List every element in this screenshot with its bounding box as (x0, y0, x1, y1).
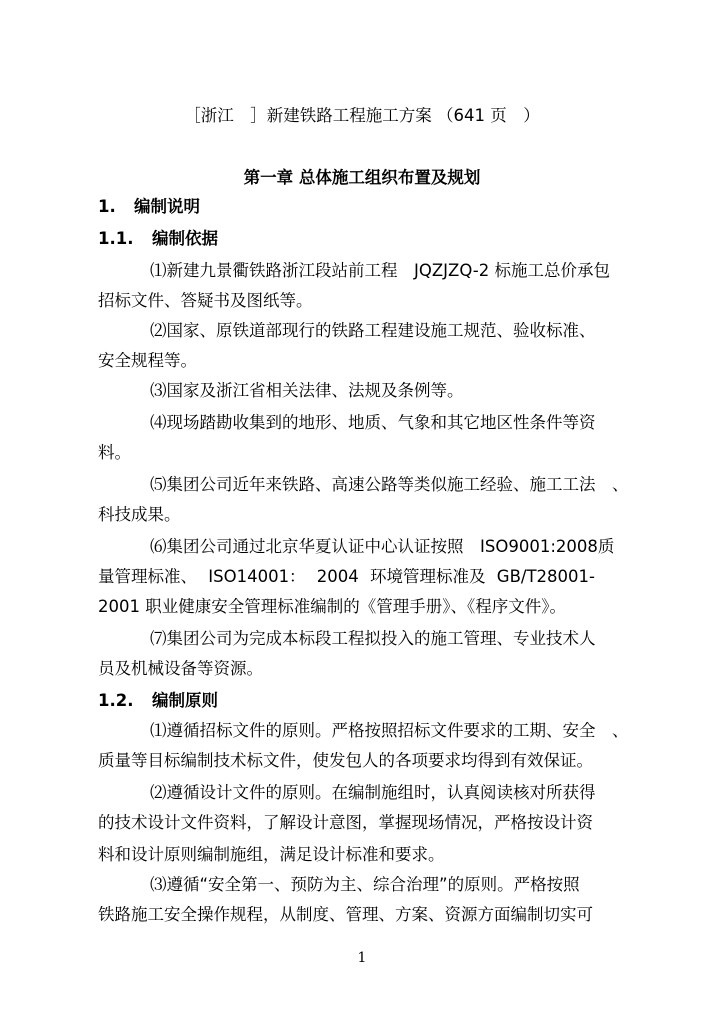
text-line: ⑶遵循“安全第一、预防为主、综合治理”的原则。严格按照 (150, 875, 580, 894)
text-line: 安全规程等。 (98, 351, 197, 370)
text-line: ⑸集团公司近年来铁路、高速公路等类似施工经验、施工工法 、 (150, 475, 629, 494)
text-line: ⑺集团公司为完成本标段工程拟投入的施工管理、专业技术人 (150, 629, 596, 648)
text-line: 员及机械设备等资源。 (98, 659, 263, 678)
text-line: 量管理标准、 ISO14001： 2004 环境管理标准及 GB/T28001- (98, 567, 595, 586)
text-line: 料和设计原则编制施组，满足设计标准和要求。 (98, 845, 445, 864)
section-number: 1.2. (98, 691, 134, 710)
page-number: 1 (357, 950, 367, 966)
text-line: ⑵遵循设计文件的原则。在编制施组时，认真阅读核对所获得 (150, 783, 596, 802)
text-line: ⑶国家及浙江省相关法律、法规及条例等。 (150, 381, 464, 400)
text-line: ⑴遵循招标文件的原则。严格按照招标文件要求的工期、安全 、 (150, 721, 629, 740)
text-line: 2001 职业健康安全管理标准编制的《管理手册》、《程序文件》。 (98, 597, 566, 616)
section-heading-1 (98, 196, 200, 218)
section-title: 编制说明 (134, 197, 200, 216)
document-title: ［浙江 ］新建铁路工程施工方案 （641 页 ） (184, 106, 540, 125)
section-heading-1-1 (98, 228, 218, 250)
section-title: 编制依据 (152, 229, 218, 248)
text-line: 科技成果。 (98, 505, 181, 524)
section-number: 1.1. (98, 229, 134, 248)
text-line: ⑴新建九景衢铁路浙江段站前工程 JQZJZQ-2 标施工总价承包 (150, 261, 610, 280)
text-line: 招标文件、答疑书及图纸等。 (98, 291, 313, 310)
text-line: 铁路施工安全操作规程，从制度、管理、方案、资源方面编制切实可 (98, 905, 593, 924)
section-heading-1-2 (98, 690, 218, 712)
text-line: 的技术设计文件资料，了解设计意图，掌握现场情况，严格按设计资 (98, 813, 593, 832)
text-line: ⑷现场踏勘收集到的地形、地质、气象和其它地区性条件等资 (150, 413, 596, 432)
chapter-title: 第一章 总体施工组织布置及规划 (243, 168, 481, 187)
text-line: 料。 (98, 443, 131, 462)
text-line: ⑵国家、原铁道部现行的铁路工程建设施工规范、验收标准、 (150, 321, 596, 340)
text-line: ⑹集团公司通过北京华夏认证中心认证按照 ISO9001:2008质 (150, 537, 615, 556)
section-number: 1. (98, 197, 116, 216)
section-title: 编制原则 (152, 691, 218, 710)
text-line: 质量等目标编制技术标文件，使发包人的各项要求均得到有效保证。 (98, 751, 593, 770)
